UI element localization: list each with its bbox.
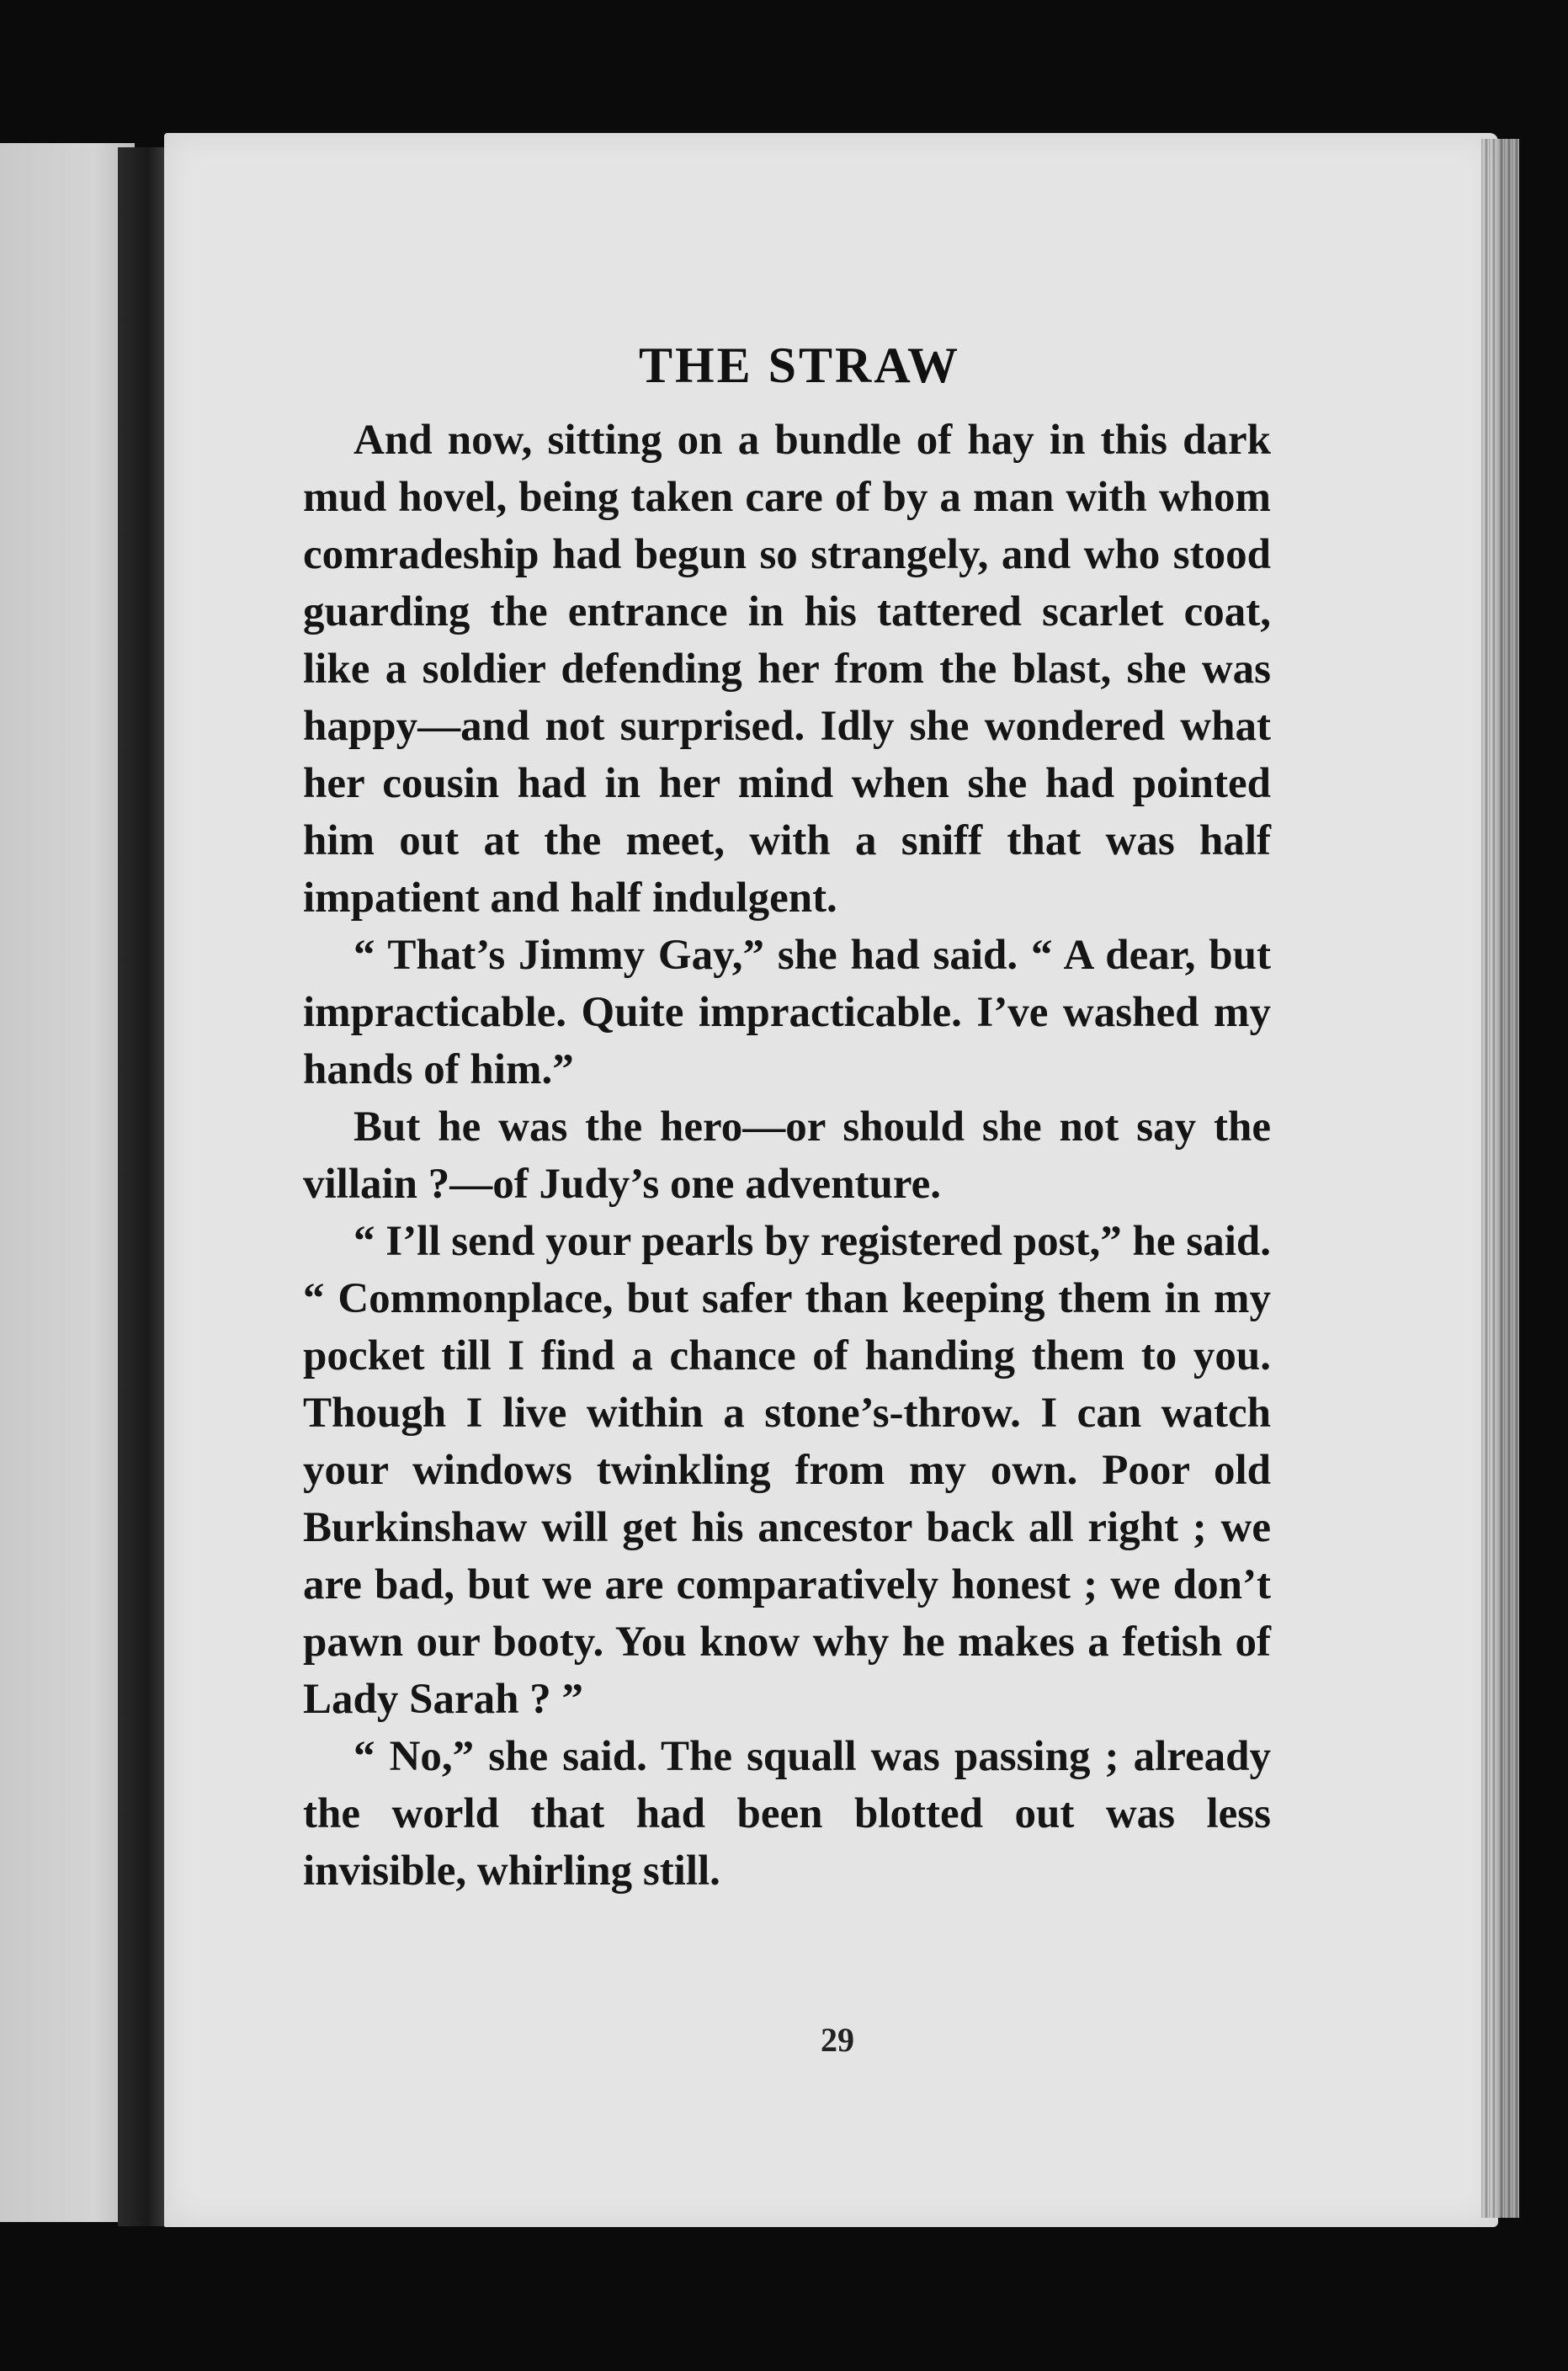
paragraph: “ No,” she said. The squall was passing ; already the world that had been blotted out was less invisible, whirling still. xyxy=(303,1733,1271,1895)
paragraph: “ I’ll send your pearls by registered post,” he said. “ Commonplace, but safer than keeping them in my pocket till I find a chance of handing them to you. Though I live within a stone’s-throw. I can watch your windows twinkling from my own. Poor old Burkinshaw will get his ancestor back all right ; we are bad, but we are comparatively honest ; we don’t pawn our booty. You know why he makes a fetish of Lady Sarah ? ” xyxy=(303,1218,1271,1723)
paragraph: But he was the hero—or should she not say the villain ?—of Judy’s one adventure. xyxy=(303,1103,1271,1208)
running-head: THE STRAW xyxy=(638,338,961,393)
page-content xyxy=(303,337,1271,2059)
left-page-edge xyxy=(0,143,135,2222)
page-number: 29 xyxy=(821,2021,854,2059)
page-fore-edge xyxy=(1481,139,1519,2218)
paragraph: And now, sitting on a bundle of hay in this dark mud hovel, being taken care of by a man with whom comradeship had begun so strangely, and who stood guarding the entrance in his tattered scarlet coat, like a soldier defending her from the blast, she was happy—and not surprised. Idly she wondered what her cousin had in her mind when she had pointed him out at the meet, with a sniff that was half impatient and half indulgent. xyxy=(303,417,1271,922)
paragraph: “ That’s Jimmy Gay,” she had said. “ A dear, but impracticable. Quite impracticable. I’ve washed my hands of him.” xyxy=(303,932,1271,1093)
gutter-shadow xyxy=(118,147,167,2226)
